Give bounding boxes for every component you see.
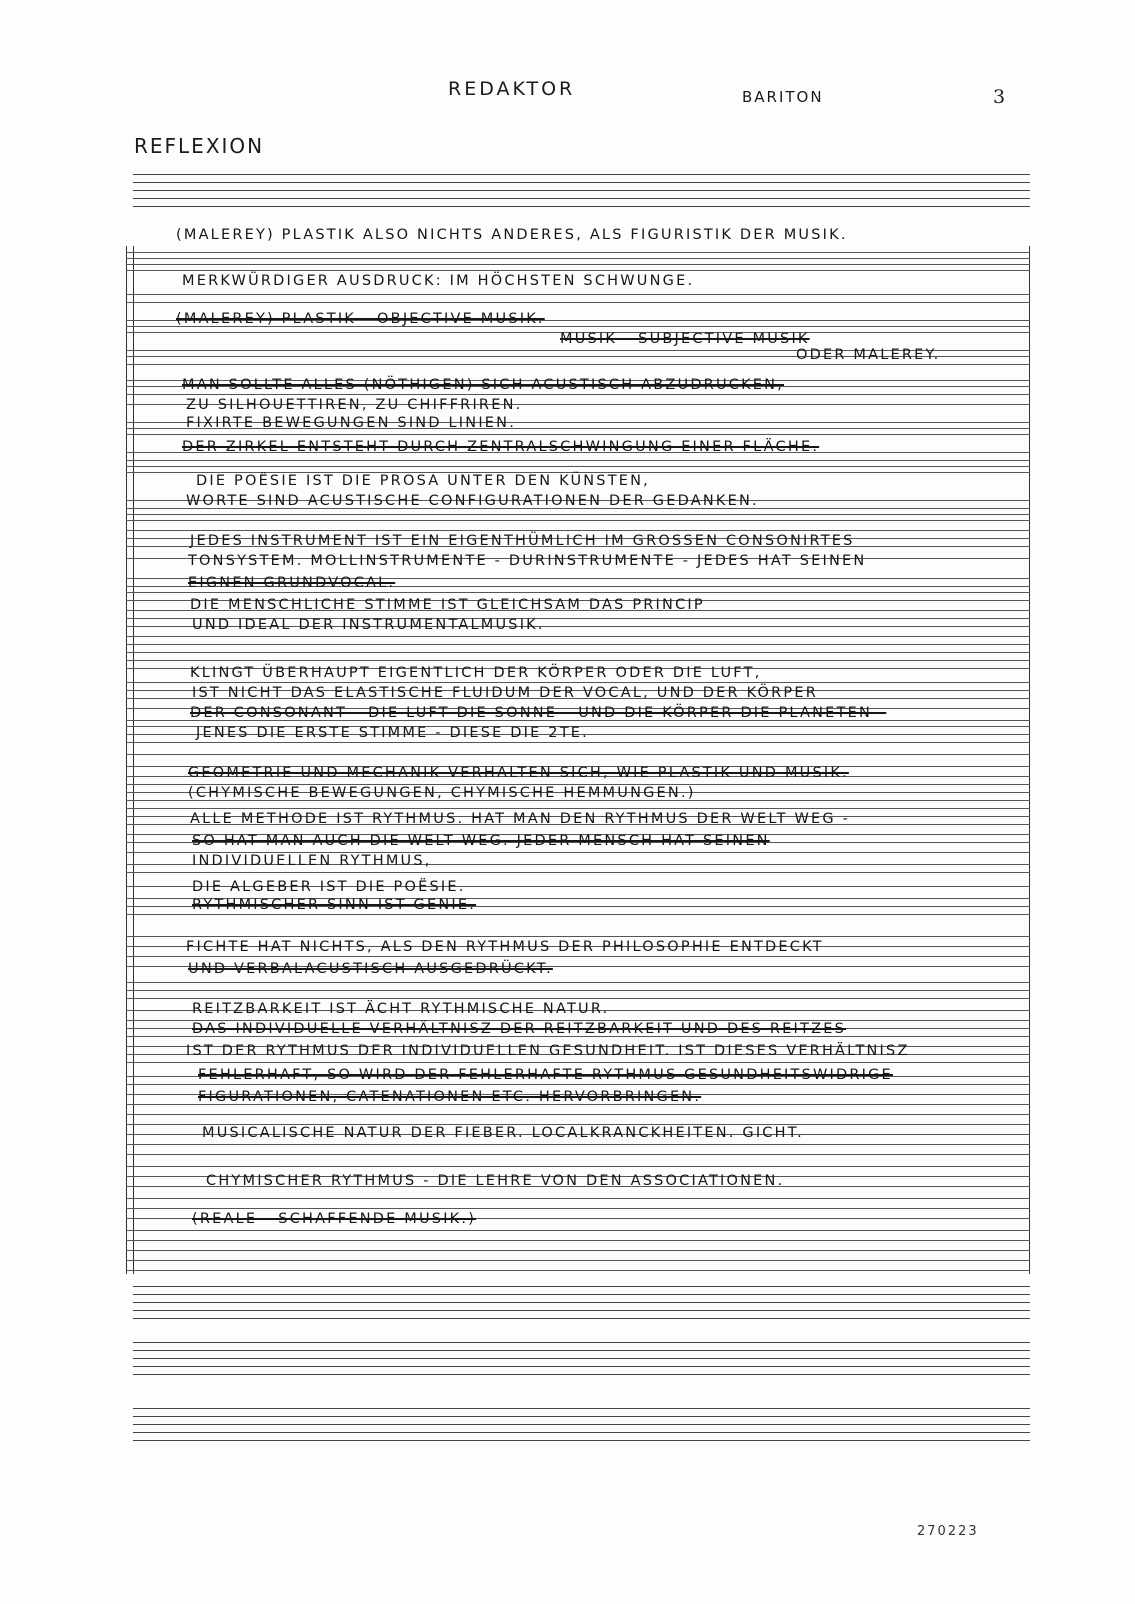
staff-rule <box>126 914 1030 915</box>
staff-rule <box>126 936 1030 937</box>
text-line: JEDES INSTRUMENT IST EIN EIGENTHÜMLICH IM GROSSEN CONSONIRTES <box>190 533 855 549</box>
text-line: ODER MALEREY. <box>796 347 941 363</box>
staff-rule <box>126 990 1030 991</box>
struck-text-line: SO HAT MAN AUCH DIE WELT WEG. JEDER MENSCH HAT SEINEN <box>192 833 770 849</box>
text-line: ALLE METHODE IST RYTHMUS. HAT MAN DEN RYTHMUS DER WELT WEG - <box>190 811 851 827</box>
section-title: REFLEXION <box>134 134 265 158</box>
staff-rule <box>126 434 1030 435</box>
voice-heading: BARITON <box>742 88 824 106</box>
struck-text-line: FEHLERHAFT, SO WIRD DER FEHLERHAFTE RYTHMUS GESUNDHEITSWIDRIGE <box>198 1067 893 1083</box>
staff-rule <box>126 1114 1030 1115</box>
text-line: UND IDEAL DER INSTRUMENTALMUSIK. <box>192 617 545 633</box>
staff-rule <box>126 956 1030 957</box>
text-line: WORTE SIND ACUSTISCHE CONFIGURATIONEN DER GEDANKEN. <box>186 493 759 509</box>
struck-text-line: EIGNEN GRUNDVOCAL. <box>188 575 396 591</box>
text-line: IST DER RYTHMUS DER INDIVIDUELLEN GESUNDHEIT. IST DIESES VERHÄLTNISZ <box>186 1043 910 1059</box>
text-line: MERKWÜRDIGER AUSDRUCK: IM HÖCHSTEN SCHWUNGE. <box>182 273 695 289</box>
staff-rule <box>126 872 1030 873</box>
staff-rule <box>126 644 1030 645</box>
staff-rule <box>126 1230 1030 1231</box>
text-line: CHYMISCHER RYTHMUS - DIE LEHRE VON DEN ASSOCIATIONEN. <box>206 1173 785 1189</box>
staff-rule <box>126 394 1030 395</box>
struck-text-line: DER ZIRKEL ENTSTEHT DURCH ZENTRALSCHWINGUNG EINER FLÄCHE. <box>182 439 820 455</box>
text-line: (CHYMISCHE BEWEGUNGEN, CHYMISCHE HEMMUNGEN.) <box>188 785 696 801</box>
staff-rule <box>126 466 1030 467</box>
staff-rule <box>126 1062 1030 1063</box>
staff-rule <box>126 1198 1030 1199</box>
staff-rule <box>126 294 1030 295</box>
staff-rule <box>126 652 1030 653</box>
text-system <box>126 227 1030 1274</box>
empty-staff-1 <box>133 1286 1030 1322</box>
text-line: DIE ALGEBER IST DIE POËSIE. <box>192 879 466 895</box>
struck-text-line: DER CONSONANT - DIE LUFT DIE SONNE - UND DIE KÖRPER DIE PLANETEN - <box>190 705 887 721</box>
staff-rule <box>126 1144 1030 1145</box>
staff-rule <box>126 754 1030 755</box>
struck-text-line: GEOMETRIE UND MECHANIK VERHALTEN SICH, WIE PLASTIK UND MUSIK. <box>188 765 849 781</box>
staff-rule <box>126 270 1030 271</box>
struck-text-line: FIGURATIONEN, CATENATIONEN ETC. HERVORBRINGEN. <box>198 1089 702 1105</box>
staff-rule <box>126 364 1030 365</box>
text-line: KLINGT ÜBERHAUPT EIGENTLICH DER KÖRPER ODER DIE LUFT, <box>190 665 762 681</box>
text-line: ZU SILHOUETTIREN, ZU CHIFFRIREN. <box>186 397 523 413</box>
empty-staff-3 <box>133 1408 1030 1444</box>
text-line: MUSICALISCHE NATUR DER FIEBER. LOCALKRANCKHEITEN. GICHT. <box>202 1125 804 1141</box>
text-line: TONSYSTEM. MOLLINSTRUMENTE - DURINSTRUMENTE - JEDES HAT SEINEN <box>188 553 867 569</box>
struck-text-line: (REALE - SCHAFFENDE MUSIK.) <box>192 1211 477 1227</box>
staff-rule <box>126 1084 1030 1085</box>
struck-text-line: DAS INDIVIDUELLE VERHÄLTNISZ DER REITZBARKEIT UND DES REITZES <box>192 1021 846 1037</box>
staff-rule <box>126 1208 1030 1209</box>
struck-text-line: (MALEREY) PLASTIK - OBJECTIVE MUSIK. <box>176 311 545 327</box>
staff-rule <box>126 252 1030 253</box>
empty-staff-2 <box>133 1342 1030 1378</box>
staff-rule <box>126 808 1030 809</box>
role-heading: REDAKTOR <box>448 78 576 100</box>
text-line: REITZBARKEIT IST ÄCHT RYTHMISCHE NATUR. <box>192 1001 610 1017</box>
staff-rule <box>126 982 1030 983</box>
empty-staff-top <box>133 174 1030 210</box>
struck-text-line: UND VERBALACUSTISCH AUSGEDRÜCKT. <box>188 961 553 977</box>
archive-number: 270223 <box>917 1524 979 1539</box>
staff-rule <box>126 530 1030 531</box>
struck-text-line: RYTHMISCHER SINN IST GENIE. <box>192 897 477 913</box>
text-line: FICHTE HAT NICHTS, ALS DEN RYTHMUS DER PHILOSOPHIE ENTDECKT <box>186 939 824 955</box>
staff-rule <box>126 258 1030 259</box>
staff-rule <box>126 592 1030 593</box>
page-number: 3 <box>993 86 1006 108</box>
staff-rule <box>126 660 1030 661</box>
staff-rule <box>126 1270 1030 1271</box>
staff-rule <box>126 998 1030 999</box>
struck-text-line: MAN SOLLTE ALLES (NÖTHIGEN) SICH ACUSTISCH ABZUDRUCKEN, <box>182 377 785 393</box>
staff-rule <box>126 514 1030 515</box>
staff-rule <box>126 742 1030 743</box>
staff-rule <box>126 264 1030 265</box>
text-line: DIE MENSCHLICHE STIMME IST GLEICHSAM DAS PRINCIP <box>190 597 705 613</box>
struck-text-line: MUSIK - SUBJECTIVE MUSIK <box>560 331 810 347</box>
staff-rule <box>126 1240 1030 1241</box>
staff-rule <box>126 302 1030 303</box>
staff-rule <box>126 1260 1030 1261</box>
text-line: FIXIRTE BEWEGUNGEN SIND LINIEN. <box>186 415 517 431</box>
text-line: DIE POËSIE IST DIE PROSA UNTER DEN KÜNSTEN, <box>196 473 650 489</box>
text-line: INDIVIDUELLEN RYTHMUS, <box>192 853 432 869</box>
staff-rule <box>126 1250 1030 1251</box>
staff-rule <box>126 1166 1030 1167</box>
staff-rule <box>126 520 1030 521</box>
staff-rule <box>126 682 1030 683</box>
staff-rule <box>126 636 1030 637</box>
text-line: IST NICHT DAS ELASTISCHE FLUIDUM DER VOCAL, UND DER KÖRPER <box>192 685 818 701</box>
text-line: JENES DIE ERSTE STIMME - DIESE DIE 2TE. <box>196 725 589 741</box>
text-line: (MALEREY) PLASTIK ALSO NICHTS ANDERES, ALS FIGURISTIK DER MUSIK. <box>176 227 848 243</box>
staff-rule <box>126 460 1030 461</box>
staff-rule <box>126 1154 1030 1155</box>
